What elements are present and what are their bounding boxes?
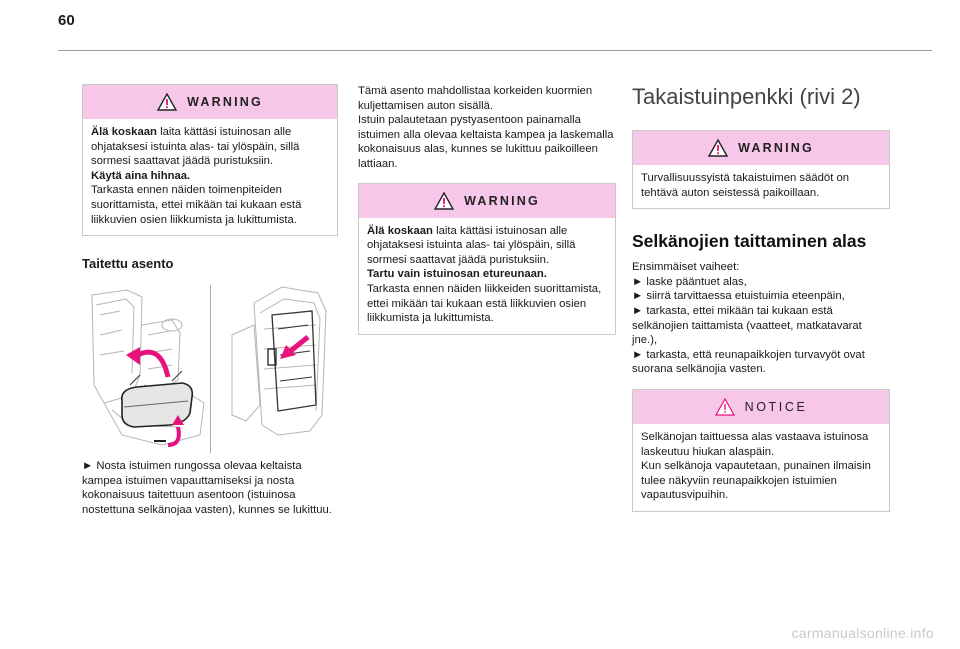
warning-body (359, 218, 615, 334)
page-number: 60 (58, 12, 75, 29)
column-left (82, 84, 338, 518)
steps-intro: Ensimmäiset vaiheet: (632, 261, 740, 274)
section-heading: Selkänojien taittaminen alas (632, 231, 867, 252)
intro-para-2: Istuin palautetaan pystyasentoon painamalla istuimen alla olevaa keltaista kampea ja laskemalla kokonaisuus alas, kunnes se lukittuu paikoilleen lattiaan. (358, 114, 614, 170)
notice-line-2: Kun selkänoja vapautetaan, punainen ilmaisin tulee näkyviin reunapaikkojen istuimien vapautusvipuihin. (641, 460, 871, 502)
notice-box (632, 389, 890, 512)
warning-bold-1: Älä koskaan (91, 126, 157, 138)
warning-bold-2: Käytä aina hihnaa. (91, 169, 191, 182)
intro-para-1: Tämä asento mahdollistaa korkeiden kuormien kuljettamisen auton sisällä. (358, 85, 593, 112)
column-middle (358, 84, 616, 335)
step-2: ► siirrä tarvittaessa etuistuimia eteenpäin, (632, 290, 845, 303)
warning-text-2: Tarkasta ennen näiden liikkeiden suorittamista, ettei mikään tai kukaan estä liikkuvien osien liikkumista ja lukittumista. (367, 282, 602, 325)
notice-line-1: Selkänojan taittuessa alas vastaava istuinosa laskeutuu hiukan alaspäin. (641, 430, 869, 458)
warning-box (632, 130, 890, 209)
notice-header (633, 390, 889, 424)
caption: ► Nosta istuimen rungossa olevaa keltaista kampea istuimen vapauttamiseksi ja nosta kokonaisuus taitettuun asentoon (istuinosa nostettuna selkänojaa vasten), kunnes se lukittuu. (82, 460, 332, 516)
warning-text: Turvallisuussyistä takaistuimen säädöt on tehtävä auton seistessä paikoillaan. (641, 172, 850, 199)
warning-header (359, 184, 615, 218)
warning-body (633, 165, 889, 208)
warning-triangle-icon (434, 192, 454, 210)
warning-bold-2: Tartu vain istuinosan etureunaan. (367, 268, 547, 281)
column-right (632, 84, 890, 512)
step-4: ► tarkasta, että reunapaikkojen turvavyöt ovat suorana selkänojia vasten. (632, 348, 865, 376)
steps (632, 260, 890, 377)
notice-triangle-icon (715, 398, 735, 416)
step-1: ► laske pääntuet alas, (632, 275, 747, 288)
warning-title: WARNING (187, 95, 263, 109)
step-3: ► tarkasta, ettei mikään tai kukaan estä selkänojien taittamista (vaatteet, matkatavarat jne.), (632, 304, 862, 347)
warning-text-2: Tarkasta ennen näiden toimenpiteiden suorittamista, ettei mikään tai kukaan estä liikkuvien osien liikkumista ja lukittumista. (91, 184, 302, 226)
warning-triangle-icon (157, 93, 177, 111)
figure-divider (210, 285, 211, 453)
intro-text (358, 84, 616, 172)
warning-title: WARNING (738, 141, 814, 155)
warning-title: WARNING (464, 193, 540, 208)
section-heading: Taitettu asento (82, 256, 174, 272)
header-rule (58, 50, 932, 51)
notice-body (633, 424, 889, 511)
notice-title: NOTICE (744, 399, 808, 414)
seat-illustration (82, 285, 338, 455)
warning-text-1: laita kättäsi istuinosan alle ohjataksesi istuinta alas- tai ylöspäin, sillä sormesi saattavat jäädä puristuksiin. (91, 126, 300, 168)
warning-text-1: laita kättäsi istuinosan alle ohjataksesi istuinta alas- tai ylöspäin, sillä sormesi saattavat jäädä puristuksiin. (367, 224, 576, 266)
warning-bold-1: Älä koskaan (367, 224, 433, 237)
warning-body (83, 119, 337, 235)
warning-box (82, 84, 338, 236)
warning-header (633, 131, 889, 165)
warning-box (358, 183, 616, 335)
warning-triangle-icon (708, 139, 728, 157)
warning-header (83, 85, 337, 119)
page-title: Takaistuinpenkki (rivi 2) (632, 84, 861, 109)
watermark: carmanualsonline.info (791, 625, 934, 641)
